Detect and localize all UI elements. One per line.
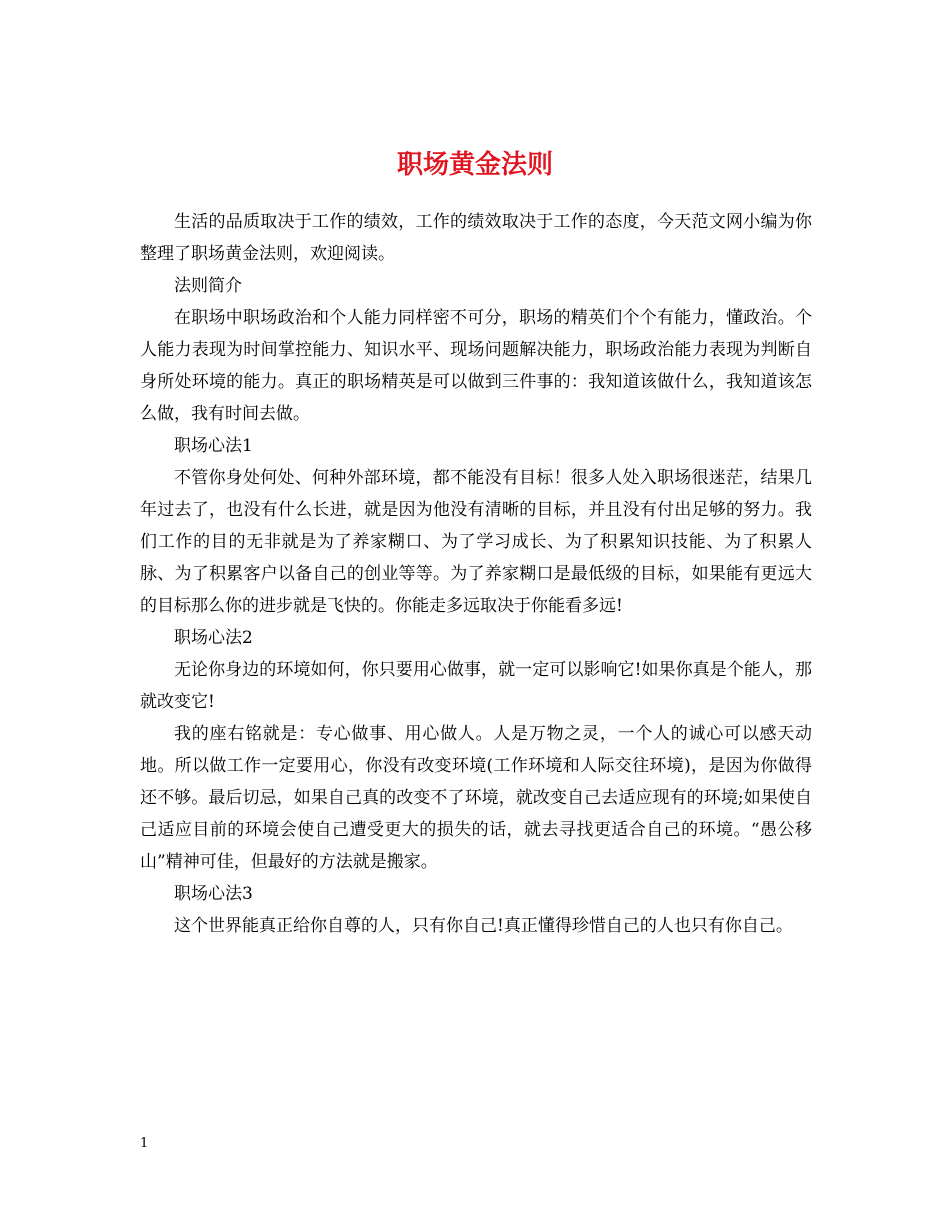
- paragraph-method-2-b: 我的座右铭就是：专心做事、用心做人。人是万物之灵，一个人的诚心可以感天动地。所以做工作一定要用心，你没有改变环境(工作环境和人际交往环境)，是因为你做得还不够。最后切忌，如果自己真的改变不了环境，就改变自己去适应现有的环境;如果使自己适应目前的环境会使自己遭受更大的损失的话，就去寻找更适合自己的环境。“愚公移山”精神可佳，但最好的方法就是搬家。: [140, 724, 812, 872]
- paragraph-method-2-a: 无论你身边的环境如何，你只要用心做事，就一定可以影响它!如果你真是个能人，那就改变它!: [140, 660, 812, 712]
- section-heading-method-3: 职场心法3: [174, 884, 253, 904]
- paragraph-rules-intro: 在职场中职场政治和个人能力同样密不可分，职场的精英们个个有能力，懂政治。个人能力表现为时间掌控能力、知识水平、现场问题解决能力，职场政治能力表现为判断自身所处环境的能力。真正的职场精英是可以做到三件事的：我知道该做什么，我知道该怎么做，我有时间去做。: [140, 308, 812, 424]
- section-heading-method-1: 职场心法1: [174, 436, 253, 456]
- document-title: 职场黄金法则: [396, 150, 553, 181]
- paragraph-method-3: 这个世界能真正给你自尊的人，只有你自己!真正懂得珍惜自己的人也只有你自己。: [174, 916, 793, 936]
- document-body: [140, 206, 812, 942]
- page-number: 1: [140, 1136, 149, 1151]
- paragraph-intro: 生活的品质取决于工作的绩效，工作的绩效取决于工作的态度，今天范文网小编为你整理了职场黄金法则，欢迎阅读。: [140, 212, 812, 264]
- section-heading-rules-intro: 法则简介: [174, 276, 242, 296]
- section-heading-method-2: 职场心法2: [174, 628, 253, 648]
- paragraph-method-1: 不管你身处何处、何种外部环境，都不能没有目标！很多人处入职场很迷茫，结果几年过去了，也没有什么长进，就是因为他没有清晰的目标，并且没有付出足够的努力。我们工作的目的无非就是为了养家糊口、为了学习成长、为了积累知识技能、为了积累人脉、为了积累客户以备自己的创业等等。为了养家糊口是最低级的目标，如果能有更远大的目标那么你的进步就是飞快的。你能走多远取决于你能看多远!: [140, 468, 812, 616]
